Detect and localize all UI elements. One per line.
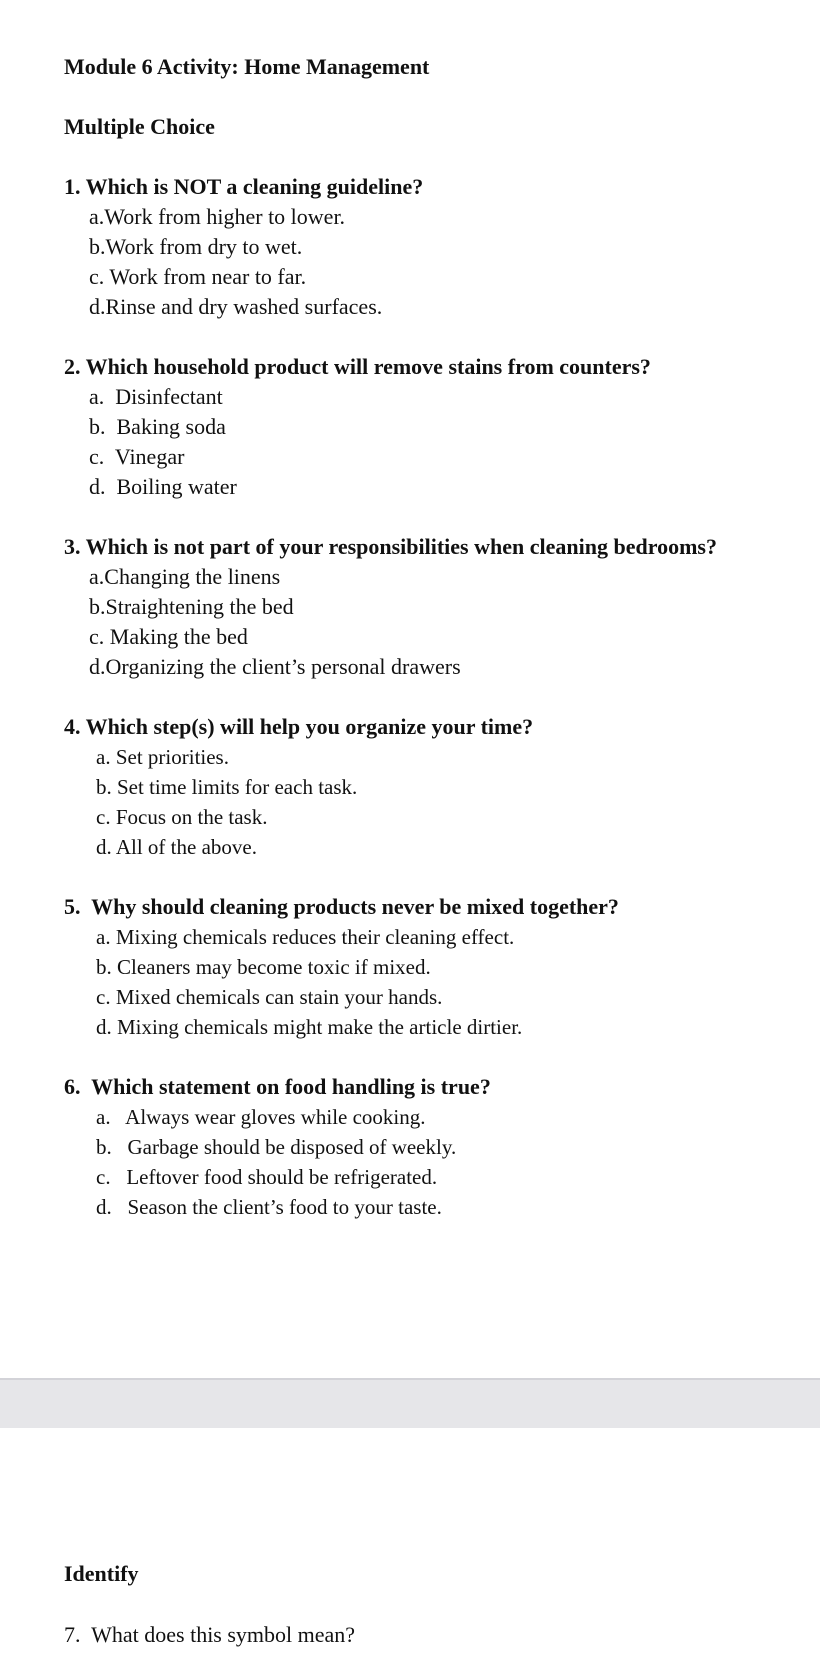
page-title: Module 6 Activity: Home Management — [64, 54, 430, 79]
option-letter: a. — [89, 564, 105, 589]
option-6a — [96, 1104, 426, 1130]
option-text: Focus on the task. — [115, 805, 268, 829]
option-6d — [96, 1194, 442, 1220]
question-2 — [64, 354, 651, 380]
question-number: 4. — [64, 714, 81, 739]
option-text: Mixing chemicals might make the article dirtier. — [117, 1015, 523, 1039]
question-text: Which is NOT a cleaning guideline? — [85, 174, 424, 199]
option-letter: d. — [89, 654, 106, 679]
question-1 — [64, 174, 423, 200]
option-text: Boiling water — [116, 474, 237, 499]
option-text: Rinse and dry washed surfaces. — [105, 294, 383, 319]
option-letter: d. — [96, 1195, 112, 1219]
option-3c — [89, 624, 248, 650]
option-text: Set time limits for each task. — [117, 775, 358, 799]
question-5 — [64, 894, 619, 920]
option-1c — [89, 264, 306, 290]
option-3b — [89, 594, 294, 620]
option-letter: b. — [96, 775, 112, 799]
option-text: Baking soda — [116, 414, 226, 439]
question-number: 6. — [64, 1074, 81, 1099]
option-4d — [96, 834, 257, 860]
option-text: Set priorities. — [115, 745, 229, 769]
option-letter: b. — [89, 234, 106, 259]
option-text: Mixing chemicals reduces their cleaning effect. — [115, 925, 515, 949]
option-letter: c. — [96, 985, 111, 1009]
option-6c — [96, 1164, 437, 1190]
option-text: Changing the linens — [104, 564, 281, 589]
question-4 — [64, 714, 533, 740]
option-letter: b. — [89, 414, 106, 439]
option-letter: d. — [96, 835, 112, 859]
option-text: Garbage should be disposed of weekly. — [127, 1135, 457, 1159]
option-letter: a. — [96, 745, 111, 769]
question-number: 3. — [64, 534, 81, 559]
question-text: Why should cleaning products never be mixed together? — [91, 894, 619, 919]
option-1b — [89, 234, 302, 260]
option-letter: a. — [89, 384, 105, 409]
question-text: Which household product will remove stains from counters? — [85, 354, 651, 379]
option-1a — [89, 204, 345, 230]
question-number: 1. — [64, 174, 81, 199]
option-3d — [89, 654, 461, 680]
option-text: Organizing the client’s personal drawers — [105, 654, 461, 679]
question-7 — [64, 1622, 355, 1648]
option-1d — [89, 294, 382, 320]
option-letter: c. — [89, 264, 105, 289]
option-text: Leftover food should be refrigerated. — [126, 1165, 438, 1189]
option-letter: d. — [96, 1015, 112, 1039]
option-letter: a. — [96, 925, 111, 949]
option-letter: a. — [89, 204, 105, 229]
question-number: 2. — [64, 354, 81, 379]
question-3 — [64, 534, 717, 560]
option-text: Work from dry to wet. — [105, 234, 303, 259]
option-text: Straightening the bed — [105, 594, 294, 619]
option-letter: c. — [89, 444, 105, 469]
option-6b — [96, 1134, 456, 1160]
option-letter: d. — [89, 474, 106, 499]
option-letter: d. — [89, 294, 106, 319]
option-4c — [96, 804, 267, 830]
option-4a — [96, 744, 229, 770]
option-text: Cleaners may become toxic if mixed. — [117, 955, 431, 979]
section-heading-multiple-choice: Multiple Choice — [64, 114, 215, 139]
option-letter: c. — [96, 805, 111, 829]
question-6 — [64, 1074, 491, 1100]
option-2a — [89, 384, 223, 410]
option-letter: b. — [96, 1135, 112, 1159]
option-4b — [96, 774, 357, 800]
option-text: Making the bed — [109, 624, 248, 649]
option-letter: b. — [89, 594, 106, 619]
question-text: What does this symbol mean? — [91, 1622, 356, 1647]
option-3a — [89, 564, 280, 590]
option-text: Disinfectant — [115, 384, 223, 409]
page-break-divider — [0, 1378, 820, 1428]
question-text: Which statement on food handling is true? — [91, 1074, 491, 1099]
question-text: Which is not part of your responsibilities when cleaning bedrooms? — [85, 534, 717, 559]
option-2b — [89, 414, 226, 440]
option-text: Work from higher to lower. — [104, 204, 346, 229]
question-text: Which step(s) will help you organize your time? — [85, 714, 534, 739]
option-5d — [96, 1014, 522, 1040]
option-5c — [96, 984, 442, 1010]
option-text: Mixed chemicals can stain your hands. — [115, 985, 443, 1009]
option-text: All of the above. — [115, 835, 257, 859]
option-2c — [89, 444, 184, 470]
option-letter: a. — [96, 1105, 111, 1129]
option-text: Work from near to far. — [109, 264, 307, 289]
option-text: Season the client’s food to your taste. — [127, 1195, 442, 1219]
option-letter: c. — [89, 624, 105, 649]
option-text: Vinegar — [114, 444, 185, 469]
section-heading-identify: Identify — [64, 1561, 139, 1586]
option-letter: b. — [96, 955, 112, 979]
option-text: Always wear gloves while cooking. — [125, 1105, 426, 1129]
option-letter: c. — [96, 1165, 111, 1189]
option-2d — [89, 474, 237, 500]
option-5b — [96, 954, 431, 980]
question-number: 5. — [64, 894, 81, 919]
question-number: 7. — [64, 1622, 81, 1647]
option-5a — [96, 924, 514, 950]
